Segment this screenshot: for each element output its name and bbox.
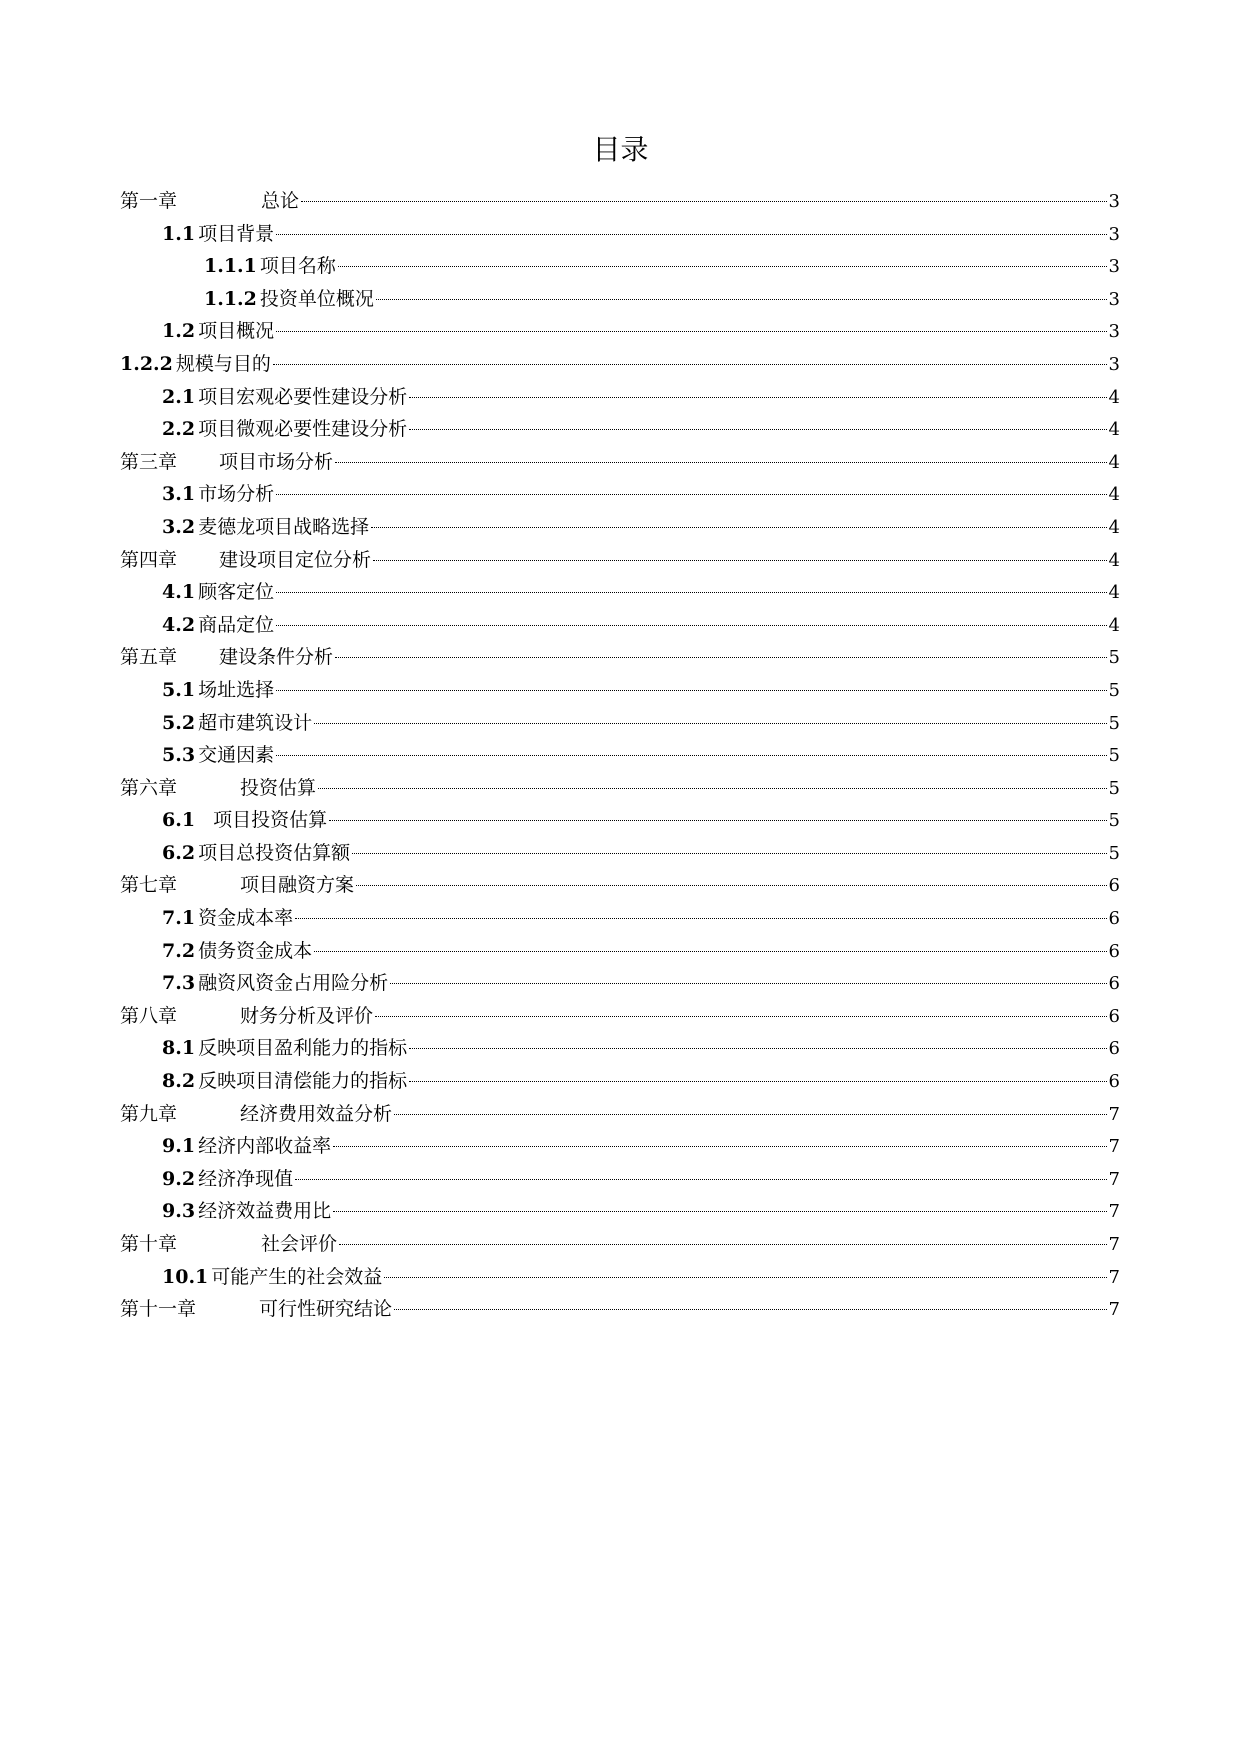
toc-entry-label xyxy=(120,641,333,674)
dot-leader xyxy=(394,1309,1107,1310)
toc-entry-number: 8.1 xyxy=(162,1037,196,1060)
toc-entry[interactable] xyxy=(120,707,1120,740)
toc-entry-number: 1.2 xyxy=(162,320,196,343)
toc-entry-text: 项目微观必要性建设分析 xyxy=(198,418,408,441)
toc-entry-page-number: 7 xyxy=(1108,1266,1120,1288)
toc-entry-text: 经济内部收益率 xyxy=(198,1135,332,1158)
toc-entry-number: 9.3 xyxy=(162,1200,196,1223)
toc-entry-text: 财务分析及评价 xyxy=(240,1004,374,1027)
toc-entry-page-number: 4 xyxy=(1108,484,1120,506)
toc-entry-page-number: 6 xyxy=(1108,1071,1120,1093)
toc-entry-label xyxy=(162,1163,293,1196)
page-title: 目录 xyxy=(592,133,649,166)
toc-entry-number: 5.1 xyxy=(162,678,196,701)
dot-leader xyxy=(276,331,1106,332)
toc-entry[interactable] xyxy=(120,1000,1120,1033)
toc-entry[interactable] xyxy=(120,381,1120,414)
toc-entry[interactable] xyxy=(120,185,1120,218)
toc-entry-label xyxy=(120,185,299,218)
toc-entry[interactable] xyxy=(120,739,1120,772)
toc-entry[interactable] xyxy=(120,250,1120,283)
toc-entry-label xyxy=(120,1098,392,1131)
toc-entry-label xyxy=(162,315,274,348)
toc-entry-text: 场址选择 xyxy=(198,678,275,701)
toc-entry-label xyxy=(162,674,274,707)
toc-entry-number: 3.2 xyxy=(162,515,196,538)
toc-entry-page-number: 3 xyxy=(1108,256,1120,278)
toc-entry-page-number: 6 xyxy=(1108,1005,1120,1027)
toc-entry-label xyxy=(120,544,371,577)
toc-entry-page-number: 7 xyxy=(1108,1136,1120,1158)
toc-entry-number: 第十章 xyxy=(120,1233,178,1255)
toc-entry-label xyxy=(162,935,312,968)
toc-entry-text: 资金成本率 xyxy=(198,907,294,930)
toc-entry-text: 项目宏观必要性建设分析 xyxy=(198,385,408,408)
toc-entry-text: 项目背景 xyxy=(198,222,275,245)
toc-entry-label xyxy=(162,218,274,251)
toc-entry-number: 7.1 xyxy=(162,907,196,930)
toc-entry-number: 1.2.2 xyxy=(120,352,173,375)
toc-entry[interactable] xyxy=(120,576,1120,609)
toc-entry-number: 8.2 xyxy=(162,1070,196,1093)
toc-entry[interactable] xyxy=(120,772,1120,805)
toc-entry-number: 2.1 xyxy=(162,385,196,408)
toc-entry-page-number: 5 xyxy=(1108,777,1120,799)
toc-entry-text: 投资单位概况 xyxy=(259,287,374,310)
dot-leader xyxy=(295,918,1106,919)
toc-entry[interactable] xyxy=(120,804,1120,837)
toc-entry-page-number: 6 xyxy=(1108,1038,1120,1060)
toc-entry-page-number: 7 xyxy=(1108,1168,1120,1190)
toc-entry-label xyxy=(162,804,327,837)
toc-entry-label xyxy=(162,967,388,1000)
toc-entry[interactable] xyxy=(120,1163,1120,1196)
toc-entry[interactable] xyxy=(120,837,1120,870)
toc-entry-number: 第十一章 xyxy=(120,1298,197,1321)
toc-entry-page-number: 7 xyxy=(1108,1299,1120,1321)
toc-entry[interactable] xyxy=(120,544,1120,577)
dot-leader xyxy=(276,625,1106,626)
dot-leader xyxy=(301,201,1107,202)
toc-entry-label xyxy=(162,381,407,414)
toc-entry-label xyxy=(162,1261,382,1294)
dot-leader xyxy=(335,657,1107,658)
toc-entry-text: 超市建筑设计 xyxy=(198,711,313,734)
dot-leader xyxy=(276,690,1106,691)
toc-entry-label xyxy=(204,283,374,316)
dot-leader xyxy=(276,755,1106,756)
toc-entry[interactable] xyxy=(120,348,1120,381)
toc-entry-number: 7.3 xyxy=(162,972,196,995)
toc-entry-label xyxy=(162,576,274,609)
toc-entry-text: 反映项目清偿能力的指标 xyxy=(198,1070,408,1093)
toc-entry-page-number: 3 xyxy=(1108,191,1120,212)
toc-entry-number: 第五章 xyxy=(120,646,178,669)
toc-entry-text: 反映项目盈利能力的指标 xyxy=(198,1037,408,1060)
dot-leader xyxy=(318,788,1107,789)
dot-leader xyxy=(276,234,1106,235)
toc-entry[interactable] xyxy=(120,315,1120,348)
toc-entry-number: 4.1 xyxy=(162,581,196,604)
dot-leader xyxy=(333,1211,1106,1212)
dot-leader xyxy=(314,951,1106,952)
toc-entry-number: 5.2 xyxy=(162,711,196,734)
toc-entry-text: 项目市场分析 xyxy=(219,450,334,473)
toc-entry-text: 经济费用效益分析 xyxy=(240,1102,393,1125)
toc-entry-page-number: 4 xyxy=(1108,614,1120,636)
toc-entry-label xyxy=(162,511,369,544)
toc-entry-label xyxy=(162,739,274,772)
toc-entry-text: 项目名称 xyxy=(259,255,336,278)
toc-entry-text: 建设项目定位分析 xyxy=(219,548,372,571)
dot-leader xyxy=(295,1179,1106,1180)
dot-leader xyxy=(329,820,1106,821)
toc-entry-number: 1.1.2 xyxy=(204,287,257,310)
toc-entry-page-number: 4 xyxy=(1108,386,1120,408)
toc-entry-text: 顾客定位 xyxy=(198,581,275,604)
toc-entry-label xyxy=(162,837,350,870)
dot-leader xyxy=(276,592,1106,593)
dot-leader xyxy=(338,266,1107,267)
dot-leader xyxy=(409,1048,1106,1049)
toc-entry-page-number: 4 xyxy=(1108,549,1120,571)
toc-entry[interactable] xyxy=(120,511,1120,544)
dot-leader xyxy=(384,1277,1106,1278)
dot-leader xyxy=(375,1016,1107,1017)
dot-leader xyxy=(390,983,1106,984)
toc-entry-text: 经济效益费用比 xyxy=(198,1200,332,1223)
toc-entry-label xyxy=(162,413,407,446)
toc-entry-text: 项目投资估算 xyxy=(213,809,328,832)
toc-entry-page-number: 5 xyxy=(1108,745,1120,767)
toc-entry[interactable] xyxy=(120,283,1120,316)
toc-entry-label xyxy=(162,902,293,935)
toc-entry[interactable] xyxy=(120,1032,1120,1065)
dot-leader xyxy=(356,885,1107,886)
toc-entry[interactable] xyxy=(120,935,1120,968)
toc-entry-label xyxy=(162,1065,407,1098)
toc-entry-page-number: 5 xyxy=(1108,647,1120,669)
toc-entry-number: 9.2 xyxy=(162,1167,196,1190)
toc-entry-page-number: 7 xyxy=(1108,1201,1120,1223)
toc-entry-text: 投资估算 xyxy=(240,776,317,799)
dot-leader xyxy=(409,1081,1106,1082)
toc-entry-label xyxy=(120,1228,337,1261)
toc-entry-text: 项目总投资估算额 xyxy=(198,841,351,864)
dot-leader xyxy=(333,1146,1106,1147)
toc-entry[interactable] xyxy=(120,413,1120,446)
toc-entry-number: 第三章 xyxy=(120,450,178,473)
toc-entry[interactable] xyxy=(120,218,1120,251)
toc-entry-label xyxy=(162,1032,407,1065)
toc-entry-page-number: 4 xyxy=(1108,451,1120,473)
toc-entry-page-number: 6 xyxy=(1108,940,1120,962)
toc-entry-text: 社会评价 xyxy=(261,1233,338,1255)
toc-entry[interactable] xyxy=(120,446,1120,479)
toc-entry-text: 总论 xyxy=(261,190,300,212)
toc-entry-text: 麦德龙项目战略选择 xyxy=(198,515,370,538)
toc-entry-page-number: 4 xyxy=(1108,582,1120,604)
toc-entry-label xyxy=(120,1293,392,1326)
toc-entry-number: 5.3 xyxy=(162,744,196,767)
toc-entry[interactable] xyxy=(120,609,1120,642)
toc-entry[interactable] xyxy=(120,869,1120,902)
toc-entry-label xyxy=(162,609,274,642)
dot-leader xyxy=(335,462,1107,463)
toc-entry-text: 项目概况 xyxy=(198,320,275,343)
toc-entry-page-number: 4 xyxy=(1108,419,1120,441)
dot-leader xyxy=(314,723,1106,724)
toc-entry-number: 第八章 xyxy=(120,1004,178,1027)
toc-entry-text: 规模与目的 xyxy=(175,352,271,375)
dot-leader xyxy=(409,429,1106,430)
toc-entry-number: 3.1 xyxy=(162,483,196,506)
dot-leader xyxy=(373,560,1107,561)
toc-entry-page-number: 3 xyxy=(1108,353,1120,375)
toc-entry[interactable] xyxy=(120,1228,1120,1261)
toc-entry-text: 项目融资方案 xyxy=(240,874,355,897)
toc-entry-text: 债务资金成本 xyxy=(198,939,313,962)
toc-entry-label xyxy=(120,869,354,902)
toc-entry[interactable] xyxy=(120,902,1120,935)
toc-entry[interactable] xyxy=(120,967,1120,1000)
toc-entry-number: 第一章 xyxy=(120,190,178,212)
dot-leader xyxy=(273,364,1107,365)
toc-entry-label xyxy=(162,707,312,740)
toc-entry-page-number: 7 xyxy=(1108,1234,1120,1255)
dot-leader xyxy=(371,527,1106,528)
toc-entry-number: 10.1 xyxy=(162,1265,209,1288)
dot-leader xyxy=(409,397,1106,398)
toc-entry-label xyxy=(162,1195,331,1228)
toc-entry-page-number: 3 xyxy=(1108,321,1120,343)
toc-entry[interactable] xyxy=(120,674,1120,707)
toc-entry[interactable] xyxy=(120,1098,1120,1131)
toc-entry-page-number: 4 xyxy=(1108,516,1120,538)
toc-entry-text: 商品定位 xyxy=(198,613,275,636)
toc-entry-number: 2.2 xyxy=(162,418,196,441)
toc-entry-number: 4.2 xyxy=(162,613,196,636)
toc-entry-page-number: 5 xyxy=(1108,712,1120,734)
toc-entry-number: 第六章 xyxy=(120,776,178,799)
toc-entry-label xyxy=(162,478,274,511)
toc-entry-number: 9.1 xyxy=(162,1135,196,1158)
toc-entry-page-number: 6 xyxy=(1108,973,1120,995)
toc-entry-page-number: 5 xyxy=(1108,810,1120,832)
dot-leader xyxy=(376,299,1107,300)
toc-entry[interactable] xyxy=(120,1195,1120,1228)
table-of-contents xyxy=(120,185,1120,1326)
toc-entry-text: 融资风资金占用险分析 xyxy=(198,972,389,995)
toc-entry[interactable] xyxy=(120,1130,1120,1163)
toc-entry-text: 建设条件分析 xyxy=(219,646,334,669)
toc-entry-label xyxy=(204,250,336,283)
toc-entry-number: 第四章 xyxy=(120,548,178,571)
toc-entry-label xyxy=(162,1130,331,1163)
toc-entry-number: 6.1 xyxy=(162,809,196,832)
toc-entry-text: 可能产生的社会效益 xyxy=(211,1265,383,1288)
toc-entry-number: 第七章 xyxy=(120,874,178,897)
dot-leader xyxy=(276,494,1106,495)
toc-entry-page-number: 5 xyxy=(1108,842,1120,864)
toc-entry-page-number: 7 xyxy=(1108,1103,1120,1125)
toc-entry[interactable] xyxy=(120,1293,1120,1326)
toc-entry-number: 6.2 xyxy=(162,841,196,864)
toc-entry-text: 市场分析 xyxy=(198,483,275,506)
toc-entry-page-number: 6 xyxy=(1108,875,1120,897)
toc-entry-number: 1.1.1 xyxy=(204,255,257,278)
toc-entry-page-number: 6 xyxy=(1108,908,1120,930)
toc-entry-label xyxy=(120,1000,373,1033)
toc-entry-page-number: 3 xyxy=(1108,223,1120,245)
toc-entry-page-number: 3 xyxy=(1108,288,1120,310)
toc-entry-text: 交通因素 xyxy=(198,744,275,767)
dot-leader xyxy=(339,1244,1107,1245)
toc-entry[interactable] xyxy=(120,1261,1120,1294)
toc-entry-label xyxy=(120,772,316,805)
toc-entry[interactable] xyxy=(120,1065,1120,1098)
toc-entry-text: 经济净现值 xyxy=(198,1167,294,1190)
toc-entry-number: 第九章 xyxy=(120,1102,178,1125)
toc-entry-number: 1.1 xyxy=(162,222,196,245)
toc-entry[interactable] xyxy=(120,478,1120,511)
toc-entry-number: 7.2 xyxy=(162,939,196,962)
toc-entry-text: 可行性研究结论 xyxy=(259,1298,393,1321)
dot-leader xyxy=(352,853,1106,854)
dot-leader xyxy=(394,1114,1107,1115)
toc-entry-label xyxy=(120,446,333,479)
toc-entry-label xyxy=(120,348,271,381)
toc-entry-page-number: 5 xyxy=(1108,679,1120,701)
toc-entry[interactable] xyxy=(120,641,1120,674)
